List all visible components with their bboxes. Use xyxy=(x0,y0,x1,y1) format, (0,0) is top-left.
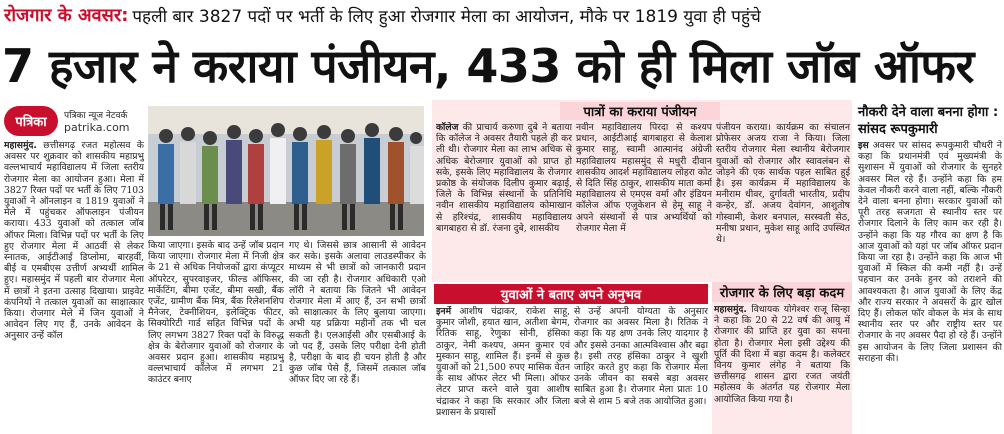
column-1-text: छत्तीसगढ़ रजत महोत्सव के अवसर पर शुक्रवार को शासकीय महाप्रभु वल्लभाचार्य महाविद्यालय में जिला स्तरीय रोजगार मेला का आयोजन हुआ। मेला में 3827 रिक्त पदों पर भर्ती के लिए 7103 युवाओं ने ऑनलाइन व 1819 युवाओं ने मेले में पहुंचकर ऑफलाइन पंजीयन कराया। 433 युवाओं को तत्काल जॉब ऑफर मिला। विभिन्न पदों पर भर्ती के लिए हुए रोजगार मेला में आठवीं से लेकर स्नातक, आईटीआई डिप्लोमा, बारहवीं, बीई व एमबीएस उत्तीर्ण अभ्यर्थी शामिल हुए। महासमुंद में पहली बार रोजगार मेला में छात्रों ने इतना उत्साह दिखाया। प्राइवेट कंपनियों ने तत्काल युवाओं का साक्षात्कार किया। रोजगार मेले में जिन युवाओं ने आवेदन लिए गए हैं, उनके आवेदन के अनुसार उन्हें कॉल xyxy=(4,140,144,342)
box2-column-1 xyxy=(436,306,570,434)
box3-body: विधायक योगेश्वर राजू सिन्हा ने कहा कि 20 से 22 वर्ष की आयु में रोजगार की प्राप्ति हर युवा का सपना होता है। रोजगार मेला इसी उद्देश्य की पूर्ति की दिशा में बड़ा कदम है। कलेक्टर विनय कुमार लंगेह ने बताया कि छत्तीसगढ़ शासन द्वारा रजत जयंती महोत्सव के अंतर्गत यह रोजगार मेला आयोजित किया गया है। xyxy=(714,304,850,405)
news-photo xyxy=(148,106,424,236)
column-1 xyxy=(4,140,144,434)
side-story-title: नौकरी देने वाला बनना होगा : सांसद रूपकुमारी xyxy=(858,105,999,137)
box2-column-2 xyxy=(574,306,708,434)
box2-column-1-lead: इनमें xyxy=(436,306,452,317)
byline-site: patrika.com xyxy=(64,121,130,134)
byline-name: पत्रिका न्यूज नेटवर्क xyxy=(64,111,128,121)
box3-text xyxy=(714,304,850,434)
column-2 xyxy=(148,240,284,434)
box2-heading: युवाओं ने बताए अपने अनुभव xyxy=(434,284,708,304)
box1-column-2 xyxy=(576,122,712,282)
side-story-text: अवसर पर सांसद रूपकुमारी चौधरी ने कहा कि प्रधानमंत्री एवं मुख्यमंत्री के सुशासन में युवाओं को रोजगार के सुनहरे अवसर मिल रहे हैं। उन्होंने कहा कि हम केवल नौकरी करने वाला नहीं, बल्कि नौकरी देने वाला बनना होगा। सरकार युवाओं को पूरी तरह सजगता से स्थानीय स्तर पर रोजगार दिलाने के लिए काम कर रही है। उन्होंने कहा कि यह गौरव का क्षण है कि आज युवाओं को यहां पर जॉब ऑफर प्रदान किया जा रहा है। उन्होंने कहा कि आज भी युवाओं में स्किल की कमी नहीं है। उन्हें पहचान कर उनके हुनर को तराशने की आवश्यकता है। आज युवाओं के लिए केंद्र और राज्य सरकार ने अवसरों के द्वार खोल दिए हैं। लोकल फॉर वोकल के मंत्र के साथ स्थानीय स्तर पर और राष्ट्रीय स्तर पर रोजगार के नए अवसर पैदा हो रहे हैं। उन्होंने इस आयोजन के लिए जिला प्रशासन की सराहना की। xyxy=(858,140,1002,364)
kicker-line xyxy=(0,0,1004,30)
side-story xyxy=(858,140,1002,434)
box1-column-3-text: पंजीयन कराया। कार्यक्रम का संचालन प्रोफेसर अजय राजा ने किया। जिला स्तरीय रोजगार मेला स्थानीय बेरोजगार युवाओं को रोजगार और स्वावलंबन से जोड़ने की एक सार्थक पहल साबित हुई है। इस कार्यक्रम में महाविद्यालय के मनीराम धीवर, दुर्गावती भारतीय, प्रदीप कन्हेर, डॉ. अजय देवांगन, आशुतोष गोस्वामी, केशर बनपाल, सरस्वती सेठ, मनीषा प्रधान, मुकेश साहू आदि उपस्थित थे। xyxy=(716,122,850,246)
crowd-photo-illustration xyxy=(148,106,424,236)
box1-column-2-text: नवीन महाविद्यालय पिरदा से कश्यप प्रधान, आईटीआई बागबाहरा से केलाश कुमार साहू, स्वामी आत्मानंद अंग्रेजी महाविद्यालय महासमुंद से मधुरी दीवान शासकीय आदर्श महाविद्यालय लोहरा कोट से दिति सिंह ठाकुर, शासकीय माता कर्मा महाविद्यालय से एमएस वर्मा और इंडियन कॉलेज ऑफ एजुकेशन से हेमू साहू ने अपने संस्थानों से पात्र अभ्यर्थियों को रोजगार मेला में xyxy=(576,122,712,234)
subheadline: पहली बार 3827 पदों पर भर्ती के लिए हुआ रोजगार मेला का आयोजन, मौके पर 1819 युवा ही पहुंचे xyxy=(132,6,761,27)
box1-column-1 xyxy=(436,122,572,282)
box2-column-2-text: से उन्हें अपनी योग्यता के अनुसार रोजगार का अवसर मिला है। रितिक ने कहा कि यह क्षण उनके लिए यादगार है और इससे उनका आत्मविश्वास और बढ़ा है। इसी तरह हंसिका ठाकुर ने खुशी जाहिर करते हुए कहा कि रोजगार मेला उनके जीवन का सबसे बड़ा अवसर साबित हुआ है। रोजगार मेला प्रातः 10 बजे से शाम 5 बजे तक आयोजित हुआ। xyxy=(574,306,708,407)
column-1-dateline: महासमुंद. xyxy=(4,140,37,151)
byline xyxy=(4,104,164,138)
side-story-lead: इस xyxy=(858,140,869,151)
box1-column-1-text: की प्राचार्य करुणा दुबे ने बताया कि कॉलेज ने अवसर तैयारी पहले ही कर ली थी। रोजगार मेला का लाभ अधिक से अधिक बेरोजगार युवाओं को प्राप्त हो सके, इसके लिए महाविद्यालय के रोजगार प्रकोष्ठ के संयोजक दिलीप कुमार बढ़ाई, जिले के विभिन्न संस्थानों के प्रतिनिधि नवीन शासकीय महाविद्यालय कोमाखान से हरिश्चंद्र, शासकीय महाविद्यालय बागबाहरा से डॉ. रंजना दुबे, शासकीय xyxy=(436,122,572,234)
column-2-text: किया जाएगा। इसके बाद उन्हें जॉब प्रदान किया जाएगा। रोजगार मेला में निजी क्षेत्र के 21 से अधिक नियोजकों द्वारा कंप्यूटर ऑपरेटर, सुपरवाइजर, फील्ड ऑफिसर, मार्केटिंग, बीमा एजेंट, बीमा सखी, बैंक एजेंट, ग्रामीण बैंक मित्र, बैंक रिलेशनशिप मैनेजर, टेक्नीशियन, इलेक्ट्रिक फीटर, सिक्योरिटी गार्ड सहित विभिन्न पदों के लिए लगभग 3827 रिक्त पदों के विरुद्ध क्षेत्र के बेरोजगार युवाओं को रोजगार के अवसर प्रदान हुआ। शासकीय महाप्रभु वल्लभाचार्य कॉलेज में लगभग 21 काउंटर बनाए xyxy=(148,240,284,386)
headline: 7 हजार ने कराया पंजीयन, 433 को ही मिला जॉब ऑफर xyxy=(2,39,974,93)
box3-dateline: महासमुंद. xyxy=(714,304,747,315)
kicker: रोजगार के अवसर xyxy=(4,5,122,26)
kicker-separator: : xyxy=(121,4,129,26)
box1-column-3 xyxy=(716,122,850,282)
column-3-text: गए थे। जिससे छात्र आसानी से आवेदन कर सके। इसके अलावा लाउडस्पीकर के माध्यम से भी छात्रों को जानकारी प्रदान की जा रही है। रोजगार अधिकारी एओ लॉरी ने बताया कि जितने भी आवेदन रोजगार मेला में आए हैं, उन सभी छात्रों को साक्षात्कार के लिए बुलाया जाएगा। अभी यह प्रक्रिया महीनों तक भी चल सकती है। एलआईसी और एसबीआई के जो पद हैं, उसके लिए परीक्षा देनी होती है, परीक्षा के बाद ही चयन होती है और कुछ जॉब पेसे हैं, जिसमें तत्काल जॉब ऑफर दिए जा रहे हैं। xyxy=(289,240,426,386)
box1-column-1-lead: कॉलेज xyxy=(436,122,459,133)
box2-column-1-text: आशीष चंद्राकर, राकेश साहू, कुमार जोशी, हयात खान, अतीशा बेगम, रितिक साहू, रेणुका सोनी, हंसिका ठाकुर, नेमी कश्यप, अमन कुमार एवं मुस्कान साहू, शामिल हैं। इनमें से कुछ युवाओं को 21,500 रुपए मासिक वेतन के साथ ऑफर लेटर भी मिला। ऑफर लेटर प्राप्त करने वाले युवा आशीष चंद्राकर ने कहा कि सरकार और जिला प्रशासन के प्रयासों xyxy=(436,306,570,418)
box3-heading: रोजगार के लिए बड़ा कदम xyxy=(712,282,852,302)
byline-text xyxy=(64,108,130,134)
patrika-logo: पत्रिका xyxy=(4,106,58,136)
box1-heading: पात्रों का कराया पंजीयन xyxy=(560,102,720,120)
column-3 xyxy=(289,240,426,434)
